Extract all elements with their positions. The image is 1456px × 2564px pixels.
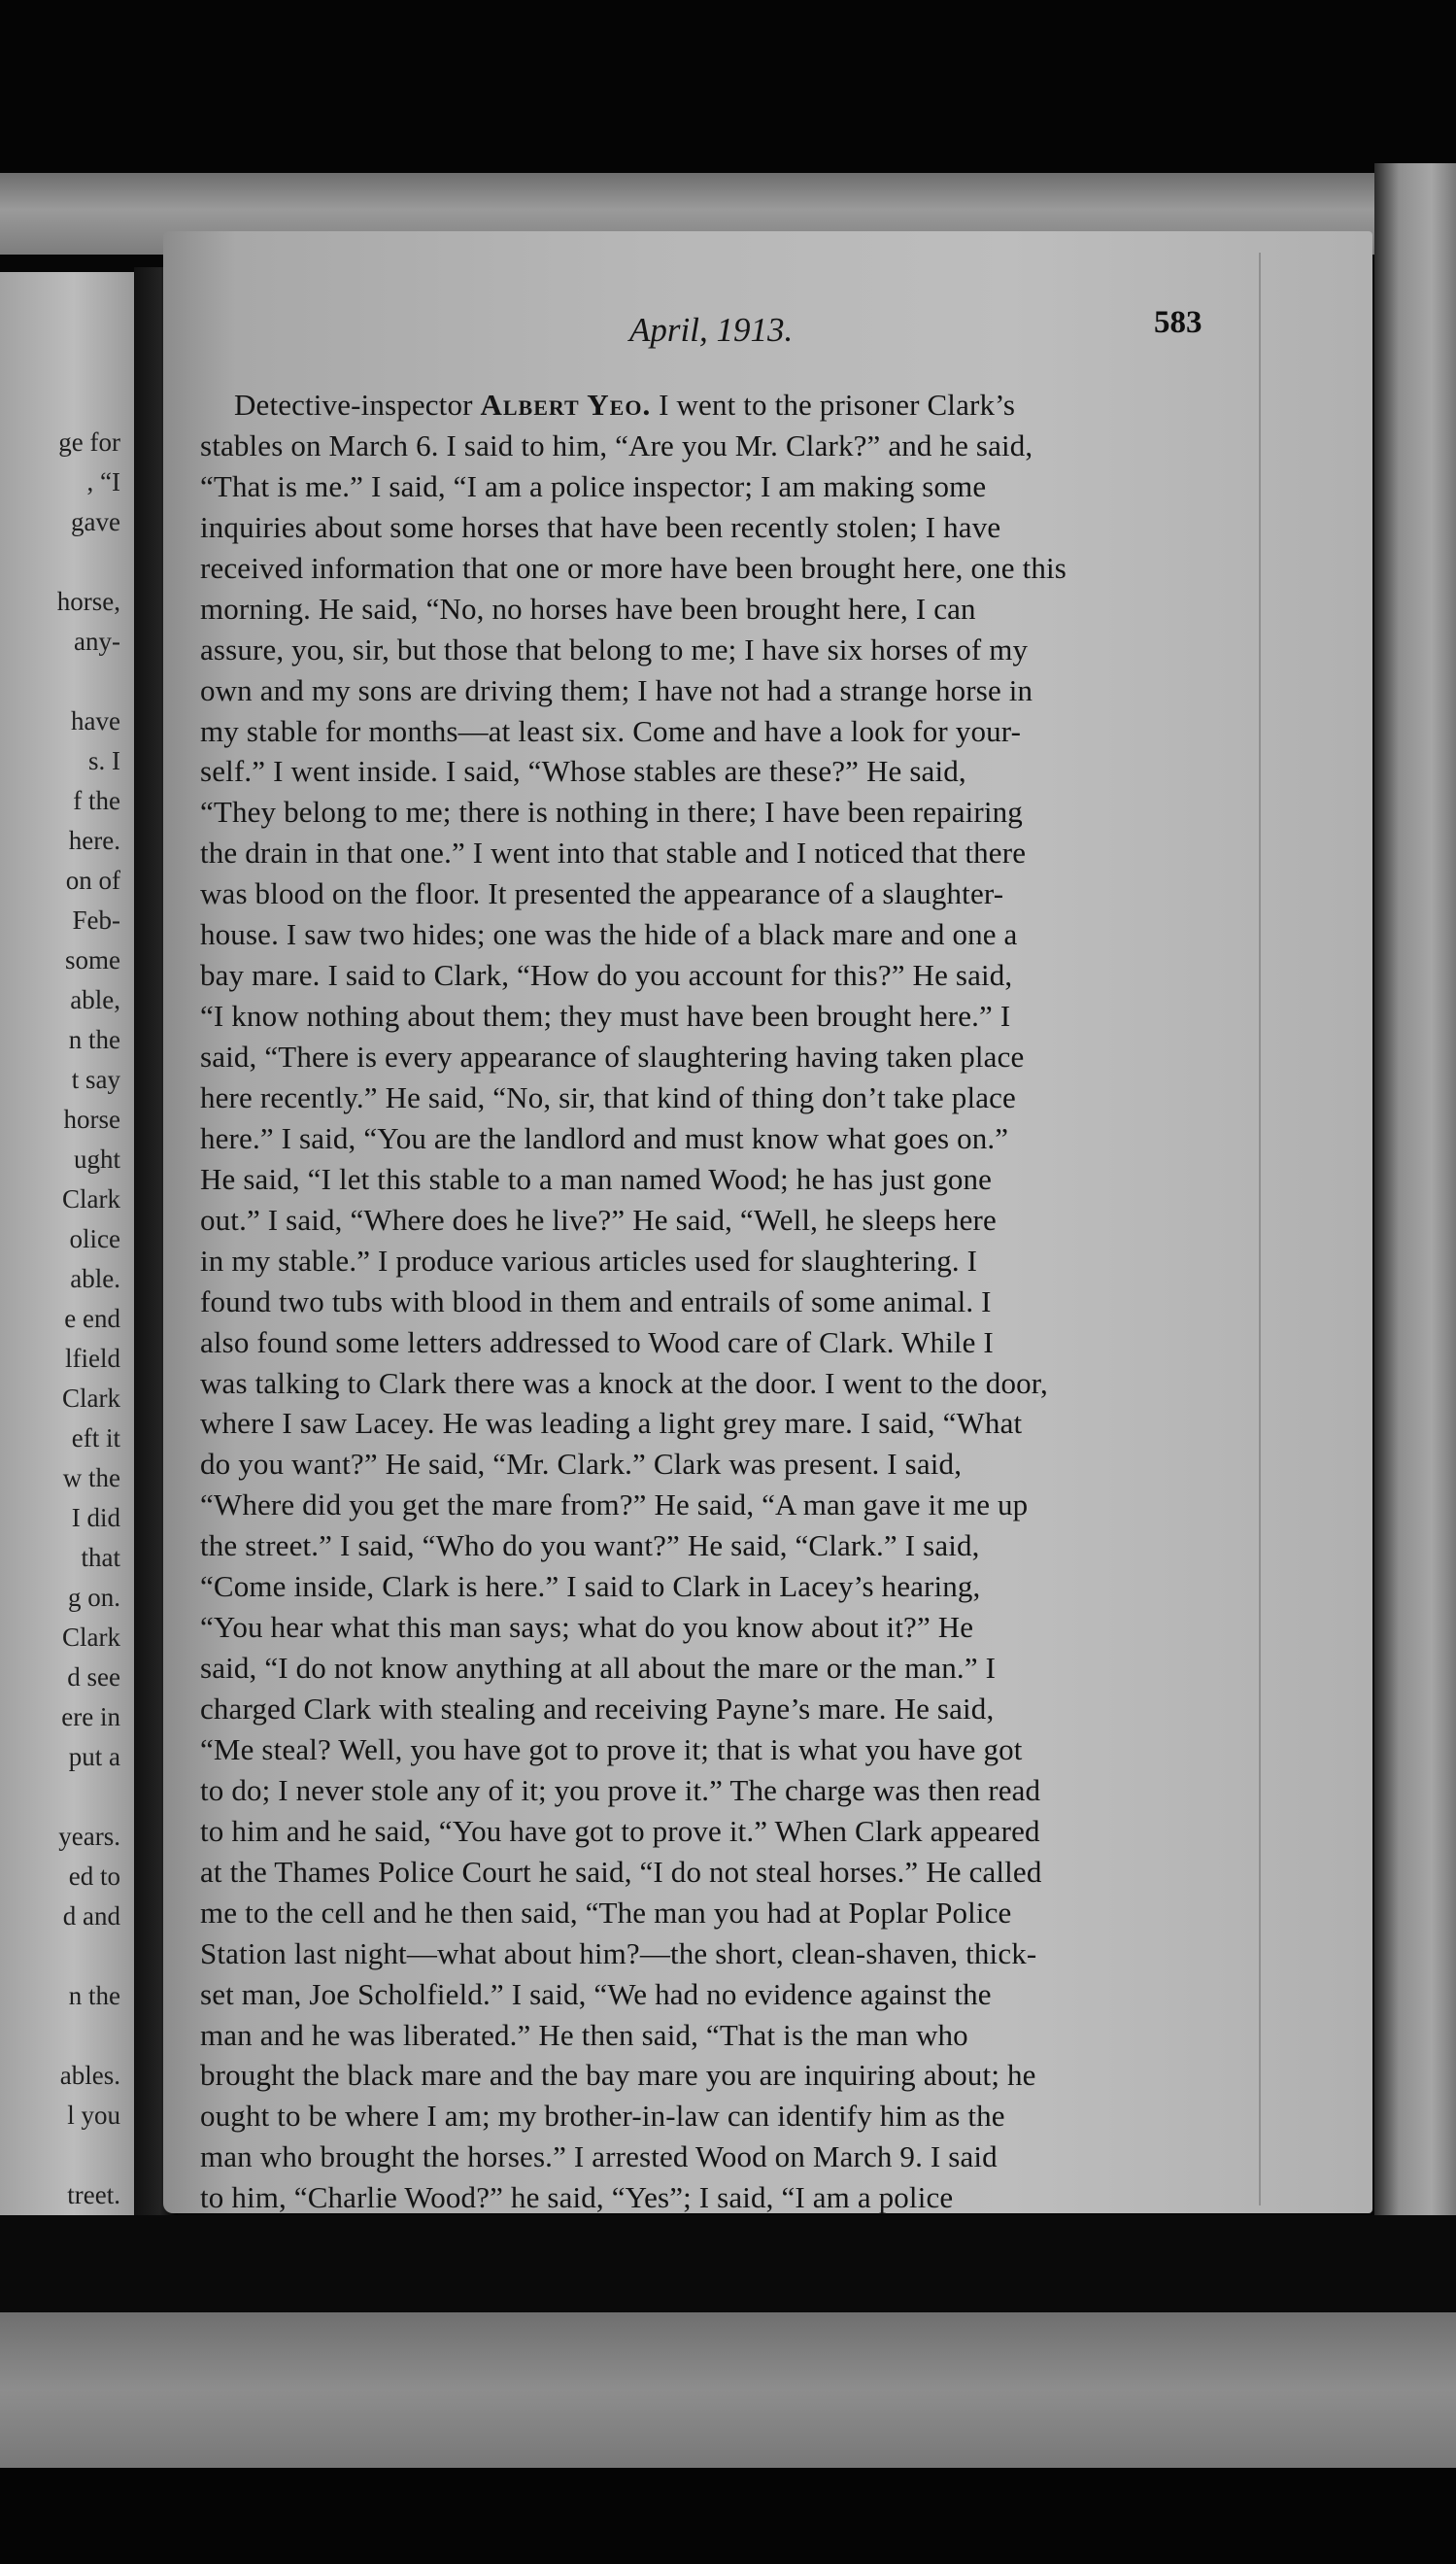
text-line: found two tubs with blood in them and entrails of some animal. I [200,1283,992,1318]
text-line: was blood on the floor. It presented the appearance of a slaughter- [200,876,1004,911]
text-line: assure, you, sir, but those that belong to me; I have six horses of my [200,632,1029,667]
text-line: “Me steal? Well, you have got to prove it; that is what you have got [200,1731,1023,1766]
left-page-line: , “I [86,467,120,496]
right-page [163,231,1372,2213]
left-page-line: d and [62,1901,120,1931]
left-page-text [0,423,126,2335]
left-page-line: I did [71,1503,120,1532]
text-line: out.” I said, “Where does he live?” He said, “Well, he sleeps here [200,1202,997,1237]
text-line: inquiries about some horses that have been recently stolen; I have [200,509,1001,544]
text-line: “That is me.” I said, “I am a police inspector; I am making some [200,468,987,503]
left-page-line: f the [73,786,120,815]
text-line: “You hear what this man says; what do you know about it?” He [200,1610,974,1645]
text-line: morning. He said, “No, no horses have been brought here, I can [200,591,976,626]
left-page-line: ge for [58,427,120,457]
text-line: in my stable.” I produce various articles used for slaughtering. I [200,1243,978,1278]
left-page-line: on of [65,866,120,895]
text-line: my stable for months—at least six. Come and have a look for your- [200,713,1022,748]
left-page-line: ere in [61,1702,120,1731]
text-line: at the Thames Police Court he said, “I do not steal horses.” He called [200,1854,1042,1889]
left-page-line: s. I [88,746,120,775]
left-page-line: able. [70,1264,120,1293]
left-page-line: Feb- [72,906,120,935]
page-header [163,305,1372,359]
text-line: Station last night—what about him?—the short, clean-shaven, thick- [200,1935,1037,1970]
speaker-role: Detective-inspector [234,388,473,422]
left-page-line: e end [64,1304,120,1333]
left-page-line: have [71,706,120,735]
left-page-line: n the [68,1025,120,1054]
text-line: ought to be where I am; my brother-in-law can identify him as the [200,2099,1005,2134]
text-line: charged Clark with stealing and receiving Payne’s mare. He said, [200,1692,995,1726]
text-line: where I saw Lacey. He was leading a light grey mare. I said, “What [200,1406,1023,1441]
text-line: to him, “Charlie Wood?” he said, “Yes”; I said, “I am a police [200,2180,954,2215]
text-line: house. I saw two hides; one was the hide of a black mare and one a [200,917,1018,952]
dark-background-base [0,2468,1456,2564]
text-line: man and he was liberated.” He then said, “That is the man who [200,2017,968,2052]
text-line: also found some letters addressed to Wood care of Clark. While I [200,1324,994,1359]
left-page-line [0,2136,126,2175]
underlying-page-edge [0,2312,1456,2468]
left-page-line: put a [68,1742,120,1771]
page-fold-line [1259,253,1261,2205]
left-page-line: ables. [59,2061,120,2090]
left-page-fragment [0,272,144,2230]
text-line: the drain in that one.” I went into that stable and I noticed that there [200,836,1027,871]
text-line: stables on March 6. I said to him, “Are you Mr. Clark?” and he said, [200,427,1033,462]
left-page-line: n the [68,1981,120,2010]
left-page-line: Clark [62,1184,120,1214]
text-line: to him and he said, “You have got to prove it.” When Clark appeared [200,1813,1040,1848]
left-page-line: able, [70,985,120,1014]
text-line: said, “I do not know anything at all about the mare or the man.” I [200,1651,997,1686]
text-line: man who brought the horses.” I arrested Wood on March 9. I said [200,2139,998,2174]
text-line: here.” I said, “You are the landlord and must know what goes on.” [200,1120,1009,1155]
book-right-edge [1374,163,1456,2408]
page-body-text [200,385,1244,2422]
left-page-line [0,542,126,582]
left-page-line: years. [58,1822,120,1851]
text-line: set man, Joe Scholfield.” I said, “We had no evidence against the [200,1976,992,2011]
text-line [200,385,1244,426]
left-page-line: horse, [56,587,120,616]
text-line: the street.” I said, “Who do you want?” He said, “Clark.” I said, [200,1528,980,1563]
left-page-line: olice [69,1224,120,1253]
text-line: brought the black mare and the bay mare you are inquiring about; he [200,2058,1036,2093]
left-page-line: ught [73,1145,120,1174]
dark-background-bottom [0,2215,1456,2312]
page-number: 583 [1154,305,1202,340]
text-line: do you want?” He said, “Mr. Clark.” Clark was present. I said, [200,1447,963,1482]
text-line: said, “There is every appearance of slaughtering having taken place [200,1040,1025,1074]
text-line: “I know nothing about them; they must have been brought here.” I [200,999,1011,1034]
left-page-line: gave [71,507,120,536]
running-head: April, 1913. [629,311,794,349]
left-page-line: d see [67,1662,120,1692]
text-line: own and my sons are driving them; I have not had a strange horse in [200,672,1033,707]
text-line: self.” I went inside. I said, “Whose stables are these?” He said, [200,754,966,789]
text-line: me to the cell and he then said, “The man you had at Poplar Police [200,1895,1012,1930]
left-page-line: t say [71,1065,120,1094]
text-line: received information that one or more have been brought here, one this [200,550,1067,585]
left-page-line: that [81,1543,120,1572]
left-page-line: some [65,945,120,974]
speaker-name: Albert Yeo. [480,388,652,422]
first-line-text: I went to the prisoner Clark’s [659,388,1016,422]
left-page-line: horse [63,1105,120,1134]
left-page-line: l you [67,2101,120,2130]
text-line: He said, “I let this stable to a man named Wood; he has just gone [200,1161,993,1196]
left-page-line: w the [62,1463,120,1492]
left-page-line: treet. [67,2180,120,2209]
text-line: “Come inside, Clark is here.” I said to Clark in Lacey’s hearing, [200,1569,981,1604]
text-line: “They belong to me; there is nothing in there; I have been repairing [200,795,1023,830]
left-page-line: any- [74,627,120,656]
text-line: to do; I never stole any of it; you prove it.” The charge was then read [200,1772,1041,1807]
left-page-line: Clark [62,1384,120,1413]
text-line: was talking to Clark there was a knock at the door. I went to the door, [200,1365,1048,1400]
left-page-line [0,1777,126,1817]
left-page-line: ed to [68,1862,120,1891]
left-page-line: eft it [71,1423,120,1453]
left-page-line [0,662,126,701]
left-page-line: g on. [68,1583,120,1612]
left-page-line: here. [68,826,120,855]
text-line: “Where did you get the mare from?” He said, “A man gave it me up [200,1487,1029,1522]
left-page-line: lfield [65,1344,120,1373]
text-line: here recently.” He said, “No, sir, that kind of thing don’t take place [200,1079,1016,1114]
left-page-line [0,2016,126,2056]
dark-background-top [0,0,1456,185]
text-line: bay mare. I said to Clark, “How do you account for this?” He said, [200,958,1013,993]
left-page-line [0,1936,126,1976]
left-page-line: Clark [62,1623,120,1652]
